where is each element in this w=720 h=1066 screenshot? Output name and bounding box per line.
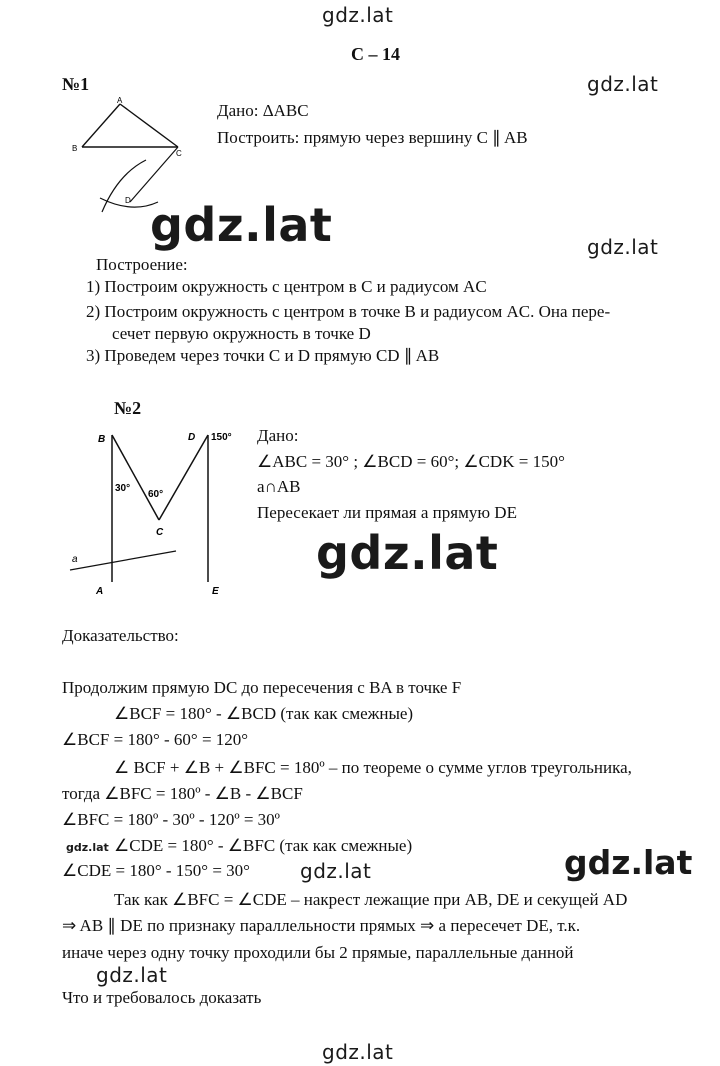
proof-line-10: ⇒ AB ∥ DE по признаку параллельности прямых ⇒ a пересечет DE, т.к. [62, 916, 581, 935]
problem2-given-intersection: a∩AB [257, 477, 301, 496]
construction-step-3: 3) Проведем через точки C и D прямую CD ∥ AB [86, 346, 440, 365]
problem2-question: Пересекает ли прямая a прямую DE [257, 503, 517, 522]
problem2-given-angles: ∠ABC = 30° ; ∠BCD = 60°; ∠CDK = 150° [257, 452, 565, 471]
problem1-task: Построить: прямую через вершину C ∥ AB [217, 128, 528, 147]
label-C: C [176, 149, 182, 158]
watermark-mid: gdz.lat [300, 859, 372, 883]
label-D2: D [188, 432, 196, 443]
problem2-number: №2 [114, 398, 142, 418]
label-C2: C [156, 527, 164, 538]
problem2-given-title: Дано: [257, 426, 299, 445]
proof-title: Доказательство: [62, 626, 179, 645]
label-A: A [117, 96, 123, 105]
problem1-given: Дано: ΔABC [217, 101, 309, 120]
problem1-figure [62, 92, 202, 222]
label-B2: B [98, 434, 106, 445]
proof-line-8: ∠CDE = 180° - 150° = 30° [62, 861, 250, 880]
proof-line-4: ∠ BCF + ∠B + ∠BFC = 180º – по теореме о сумме углов треугольника, [114, 758, 632, 777]
watermark-top: gdz.lat [322, 3, 394, 27]
construction-step-2: 2) Построим окружность с центром в точке B и радиусом AC. Она пере- [86, 302, 611, 321]
watermark-tiny: gdz.lat [66, 841, 109, 854]
label-30: 30° [115, 483, 131, 494]
label-A2: A [96, 586, 104, 597]
proof-line-6: ∠BFC = 180º - 30º - 120º = 30º [62, 810, 280, 829]
watermark-left-low: gdz.lat [96, 963, 168, 987]
proof-line-3: ∠BCF = 180° - 60° = 120° [62, 730, 249, 749]
page-title: С – 14 [351, 44, 400, 64]
label-60: 60° [148, 489, 164, 500]
construction-step-1: 1) Построим окружность с центром в C и радиусом AC [86, 277, 487, 296]
proof-line-2: ∠BCF = 180° - ∠BCD (так как смежные) [114, 704, 414, 723]
proof-conclusion: Что и требовалось доказать [62, 988, 262, 1007]
construction-title: Построение: [96, 255, 188, 274]
label-E2: E [212, 586, 219, 597]
proof-line-5: тогда ∠BFC = 180º - ∠B - ∠BCF [62, 784, 303, 803]
label-150: 150° [211, 432, 232, 443]
proof-line-1: Продолжим прямую DC до пересечения с BA в точке F [62, 678, 462, 697]
watermark-right-1: gdz.lat [587, 72, 659, 96]
proof-line-7: ∠CDE = 180° - ∠BFC (так как смежные) [114, 836, 413, 855]
label-B: B [72, 144, 78, 153]
problem2-figure [62, 420, 252, 605]
proof-line-9: Так как ∠BFC = ∠CDE – накрест лежащие при AB, DE и секущей AD [114, 890, 628, 909]
problem1-number: №1 [62, 74, 90, 94]
label-D: D [125, 196, 131, 205]
construction-step-2-cont: сечет первую окружность в точке D [112, 324, 371, 343]
label-a: a [72, 554, 78, 565]
watermark-big-3: gdz.lat [564, 843, 693, 882]
watermark-big-1: gdz.lat [150, 198, 333, 252]
watermark-big-2: gdz.lat [316, 526, 499, 580]
watermark-right-2: gdz.lat [587, 235, 659, 259]
proof-line-11: иначе через одну точку проходили бы 2 прямые, параллельные данной [62, 943, 574, 962]
watermark-bottom: gdz.lat [322, 1040, 394, 1064]
